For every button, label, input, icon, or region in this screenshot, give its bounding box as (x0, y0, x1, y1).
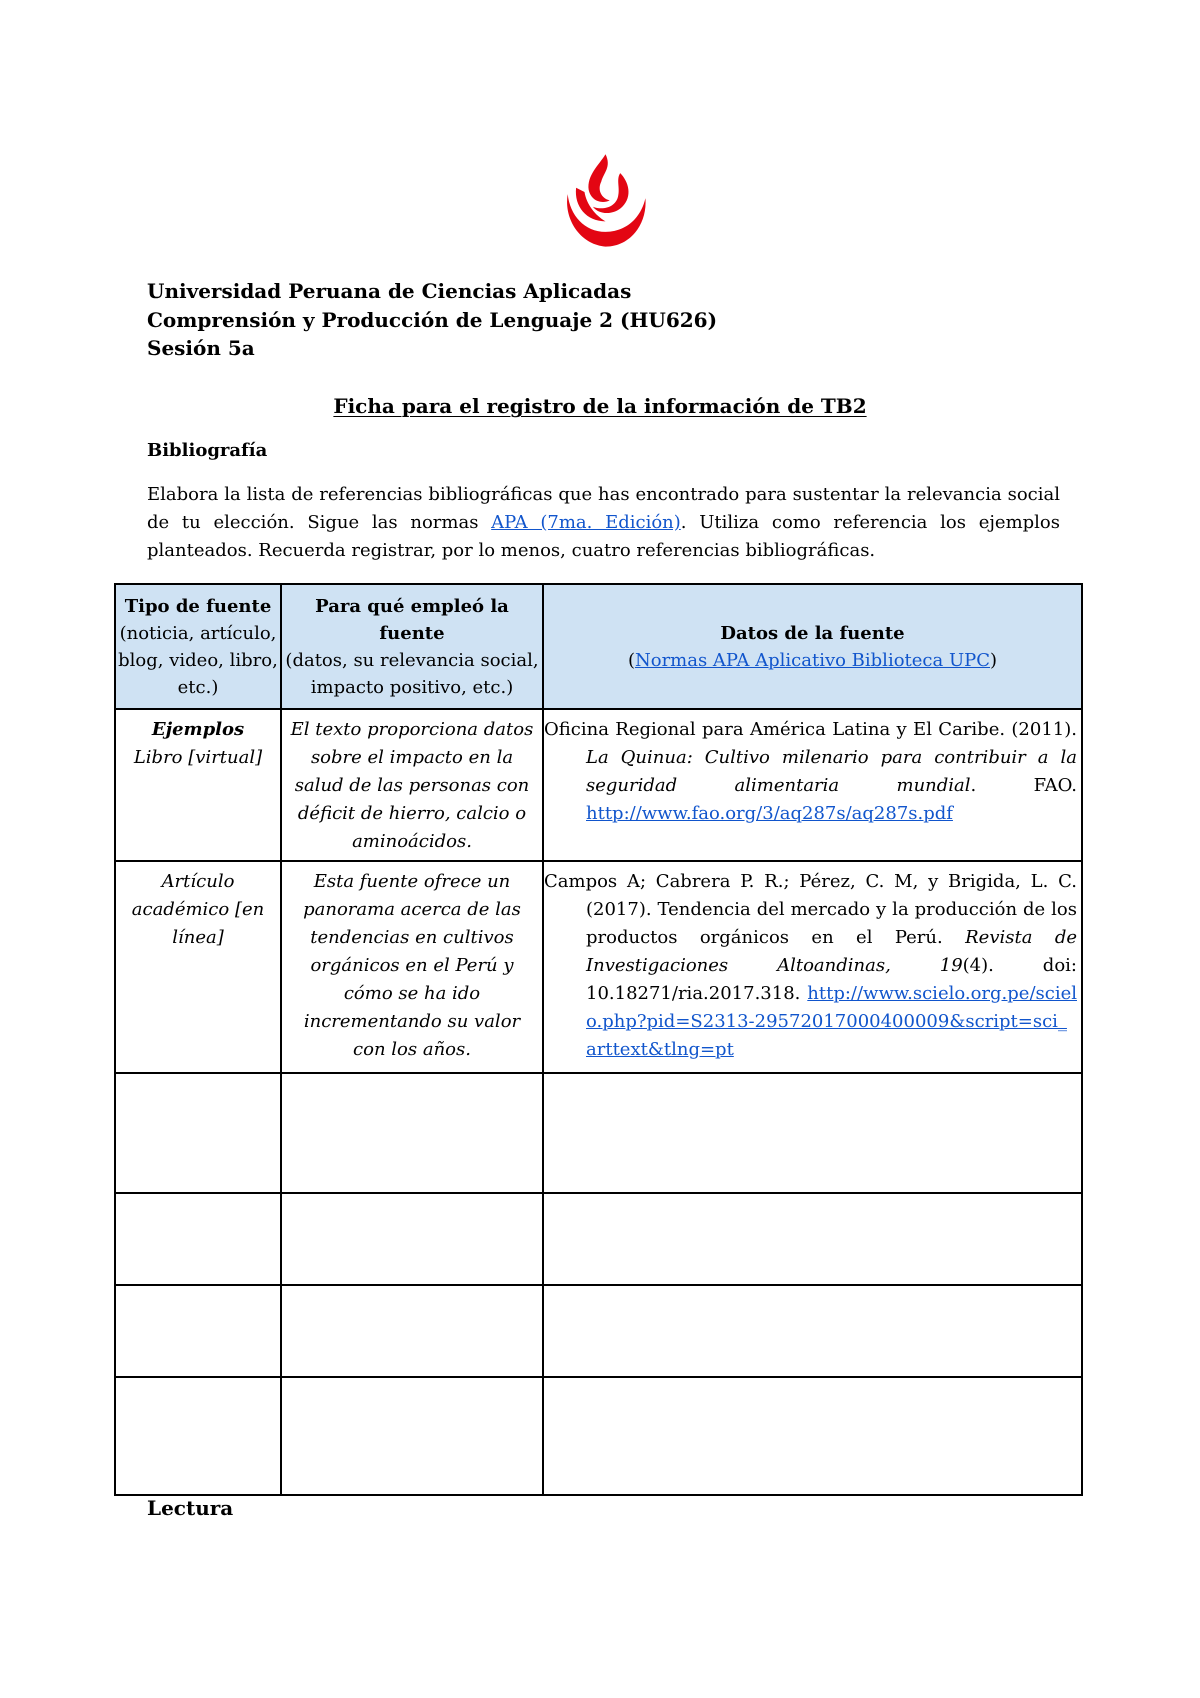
row2-ref-doi: (4). doi: 10.18271/ria.2017.318. (586, 955, 1077, 1004)
document-header (147, 277, 717, 363)
header-cell-purpose (281, 584, 543, 709)
university-name: Universidad Peruana de Ciencias Aplicadas (147, 279, 632, 303)
paren-close: ) (990, 649, 998, 671)
header-source-title: Datos de la fuente (720, 622, 905, 644)
empty-table-row (115, 1193, 1082, 1285)
row1-type: Libro [virtual] (133, 747, 263, 768)
row1-type-bold: Ejemplos (151, 719, 245, 740)
empty-cell[interactable] (115, 1073, 281, 1193)
header-source-sub (544, 647, 1081, 674)
header-type-title: Tipo de fuente (124, 595, 272, 617)
empty-cell[interactable] (543, 1073, 1082, 1193)
empty-table-row (115, 1285, 1082, 1377)
row2-purpose: Esta fuente ofrece un panorama acerca de las tendencias en cultivos orgánicos en el Perú y cómo se ha ido incrementando su valor con los años. (303, 871, 521, 1060)
empty-cell[interactable] (281, 1193, 543, 1285)
row2-ref-journal: Revista de Investigaciones Altoandinas, 19 (586, 927, 1077, 976)
empty-cell[interactable] (543, 1285, 1082, 1377)
apa-link[interactable]: APA (7ma. Edición) (491, 512, 681, 533)
intro-paragraph (147, 481, 1060, 565)
section-heading-bibliografia: Bibliografía (147, 440, 268, 461)
row1-source-cell (543, 709, 1082, 861)
empty-cell[interactable] (281, 1073, 543, 1193)
row1-ref-title: La Quinua: Cultivo milenario para contribuir a la seguridad alimentaria mundial (586, 747, 1077, 796)
row1-ref-author: Oficina Regional para América Latina y El Caribe. (2011). (544, 719, 1077, 740)
session-label: Sesión 5a (147, 336, 255, 360)
table-row (115, 709, 1082, 861)
row1-purpose-cell (281, 709, 543, 861)
row2-source-cell (543, 861, 1082, 1073)
upc-flame-logo-icon (553, 150, 658, 255)
page-title: Ficha para el registro de la información de TB2 (333, 394, 867, 418)
empty-cell[interactable] (115, 1377, 281, 1495)
row2-reference (544, 862, 1081, 1064)
empty-cell[interactable] (281, 1285, 543, 1377)
empty-cell[interactable] (543, 1193, 1082, 1285)
row1-reference (544, 710, 1081, 828)
header-cell-type (115, 584, 281, 709)
intro-text: Elabora la lista de referencias bibliográficas que has encontrado para sustentar la relevancia social de tu elección. Sigue las normas (147, 484, 1060, 533)
row1-ref-publisher: . FAO. (970, 775, 1077, 796)
section-heading-lectura: Lectura (147, 1496, 234, 1520)
empty-table-row (115, 1377, 1082, 1495)
empty-cell[interactable] (115, 1285, 281, 1377)
row2-purpose-cell (281, 861, 543, 1073)
empty-cell[interactable] (543, 1377, 1082, 1495)
empty-cell[interactable] (281, 1377, 543, 1495)
header-purpose-sub: (datos, su relevancia social, impacto positivo, etc.) (285, 649, 539, 698)
empty-cell[interactable] (115, 1193, 281, 1285)
course-name: Comprensión y Producción de Lenguaje 2 (HU626) (147, 307, 718, 332)
row1-purpose: El texto proporciona datos sobre el impacto en la salud de las personas con déficit de hierro, calcio o aminoácidos. (290, 719, 534, 852)
table-row (115, 861, 1082, 1073)
apa-biblioteca-link[interactable]: Normas APA Aplicativo Biblioteca UPC (634, 649, 991, 671)
header-type-sub: (noticia, artículo, blog, video, libro, etc.) (118, 622, 278, 698)
row2-type: Artículo académico [en línea] (131, 871, 265, 948)
row2-type-cell (115, 861, 281, 1073)
references-table (114, 583, 1083, 1496)
row2-ref-author: Campos A; Cabrera P. R.; Pérez, C. M, y Brigida, L. C. (2017). Tendencia del mercado y la producción de los productos orgánicos en el Perú. (544, 871, 1077, 948)
header-purpose-title: Para qué empleó la fuente (315, 595, 509, 644)
intro-text-end: . Utiliza como referencia los ejemplos planteados. Recuerda registrar, por lo menos, cuatro referencias bibliográficas. (147, 512, 1061, 561)
row2-ref-url[interactable]: http://www.scielo.org.pe/scielo.php?pid=S2313-29572017000400009&script=sci_arttext&tlng=pt (586, 983, 1077, 1060)
table-header-row (115, 584, 1082, 709)
row1-ref-url[interactable]: http://www.fao.org/3/aq287s/aq287s.pdf (586, 803, 953, 824)
header-cell-source (543, 584, 1082, 709)
row1-type-cell (115, 709, 281, 861)
paren-open: ( (627, 649, 635, 671)
empty-table-row (115, 1073, 1082, 1193)
